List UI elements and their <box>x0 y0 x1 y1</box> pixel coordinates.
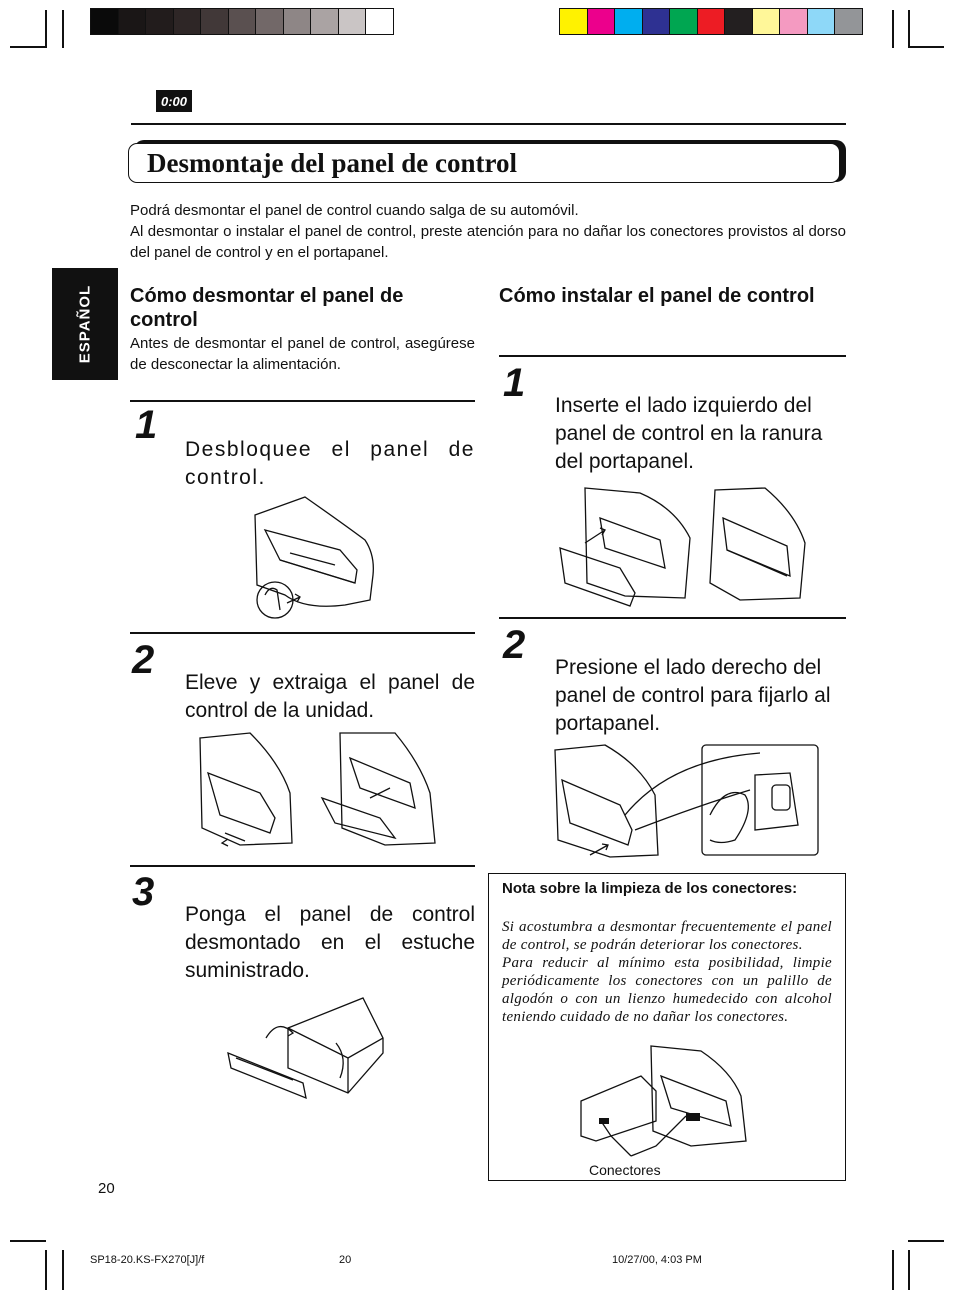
unlock-panel-illustration <box>245 495 385 625</box>
step-number: 1 <box>135 403 158 447</box>
calibration-swatch <box>338 9 366 34</box>
step-text: Eleve y extraiga el panel de control de la unidad. <box>185 671 475 722</box>
language-tab <box>52 268 118 380</box>
cleaning-note-body <box>502 918 832 1026</box>
crop-mark <box>45 1250 47 1290</box>
calibration-swatch <box>145 9 173 34</box>
footer-filename: SP18-20.KS-FX270[J]/f <box>90 1254 205 1266</box>
language-tab-label: ESPAÑOL <box>76 284 94 364</box>
remove-panel-illustration <box>200 733 460 853</box>
insert-panel-illustration <box>555 488 815 608</box>
calibration-swatch <box>365 9 393 34</box>
crop-mark <box>908 10 910 48</box>
crop-mark <box>908 46 944 48</box>
calibration-swatch <box>587 9 615 34</box>
crop-mark <box>10 46 46 48</box>
color-calibration-bar <box>559 8 863 35</box>
calibration-swatch <box>91 9 118 34</box>
step-divider <box>130 865 475 867</box>
step-text: Ponga el panel de control desmontado en el estuche suministrado. <box>185 903 475 982</box>
calibration-swatch <box>560 9 587 34</box>
calibration-swatch <box>697 9 725 34</box>
connectors-caption: Conectores <box>589 1162 661 1178</box>
page-title: Desmontaje del panel de control <box>147 148 517 178</box>
left-section-heading: Cómo desmontar el panel de control <box>130 285 404 331</box>
footer-page: 20 <box>339 1254 352 1266</box>
calibration-swatch <box>283 9 311 34</box>
calibration-swatch <box>779 9 807 34</box>
calibration-swatch <box>807 9 835 34</box>
crop-mark <box>908 1240 944 1242</box>
step-divider <box>499 617 846 619</box>
connectors-illustration <box>581 1046 751 1156</box>
calibration-swatch <box>834 9 862 34</box>
step-divider <box>499 355 846 357</box>
step-number: 2 <box>503 623 526 667</box>
step-text: Inserte el lado izquierdo del panel de control en la ranura del portapanel. <box>555 394 823 473</box>
calibration-swatch <box>724 9 752 34</box>
calibration-swatch <box>614 9 642 34</box>
clock-badge: 0:00 <box>156 90 192 112</box>
footer-timestamp: 10/27/00, 4:03 PM <box>612 1254 702 1266</box>
step-text: Desbloquee el panel de control. <box>185 438 475 489</box>
step-number: 1 <box>503 361 526 405</box>
crop-mark <box>62 10 64 48</box>
crop-mark <box>62 1250 64 1290</box>
cleaning-note-paragraph: Para reducir al mínimo esta posibilidad, limpie periódicamente los conectores con un palillo de algodón o con un lienzo humedecido con alcohol teniendo cuidado de no dañar los conectores. <box>502 955 832 1025</box>
intro-text <box>130 200 846 263</box>
calibration-swatch <box>255 9 283 34</box>
calibration-swatch <box>310 9 338 34</box>
calibration-swatch <box>200 9 228 34</box>
intro-line-2: Al desmontar o instalar el panel de control, preste atención para no dañar los conectores provistos al dorso del panel de control y en el portapanel. <box>130 223 846 261</box>
header-rule <box>131 123 846 125</box>
calibration-swatch <box>228 9 256 34</box>
cleaning-note-box <box>488 873 846 1181</box>
step-divider <box>130 400 475 402</box>
crop-mark <box>892 1250 894 1290</box>
crop-mark <box>908 1250 910 1290</box>
cleaning-note-title: Nota sobre la limpieza de los conectores: <box>502 880 798 897</box>
calibration-swatch <box>642 9 670 34</box>
step-text: Presione el lado derecho del panel de control para fijarlo al portapanel. <box>555 656 831 735</box>
storage-case-illustration <box>228 998 388 1098</box>
cleaning-note-paragraph: Si acostumbra a desmontar frecuentemente el panel de control, se podrán deteriorar los conectores. <box>502 919 832 953</box>
calibration-swatch <box>752 9 780 34</box>
attach-panel-illustration <box>550 745 820 860</box>
crop-mark <box>10 1240 46 1242</box>
calibration-swatch <box>173 9 201 34</box>
step-number: 2 <box>132 638 155 682</box>
right-section-heading: Cómo instalar el panel de control <box>499 285 815 307</box>
step-number: 3 <box>132 870 155 914</box>
left-section-note: Antes de desmontar el panel de control, asegúrese de desconectar la alimentación. <box>130 335 475 373</box>
page-number: 20 <box>98 1180 115 1197</box>
calibration-swatch <box>118 9 146 34</box>
crop-mark <box>45 10 47 48</box>
step-divider <box>130 632 475 634</box>
calibration-swatch <box>669 9 697 34</box>
grayscale-calibration-bar <box>90 8 394 35</box>
crop-mark <box>892 10 894 48</box>
intro-line-1: Podrá desmontar el panel de control cuando salga de su automóvil. <box>130 202 579 219</box>
